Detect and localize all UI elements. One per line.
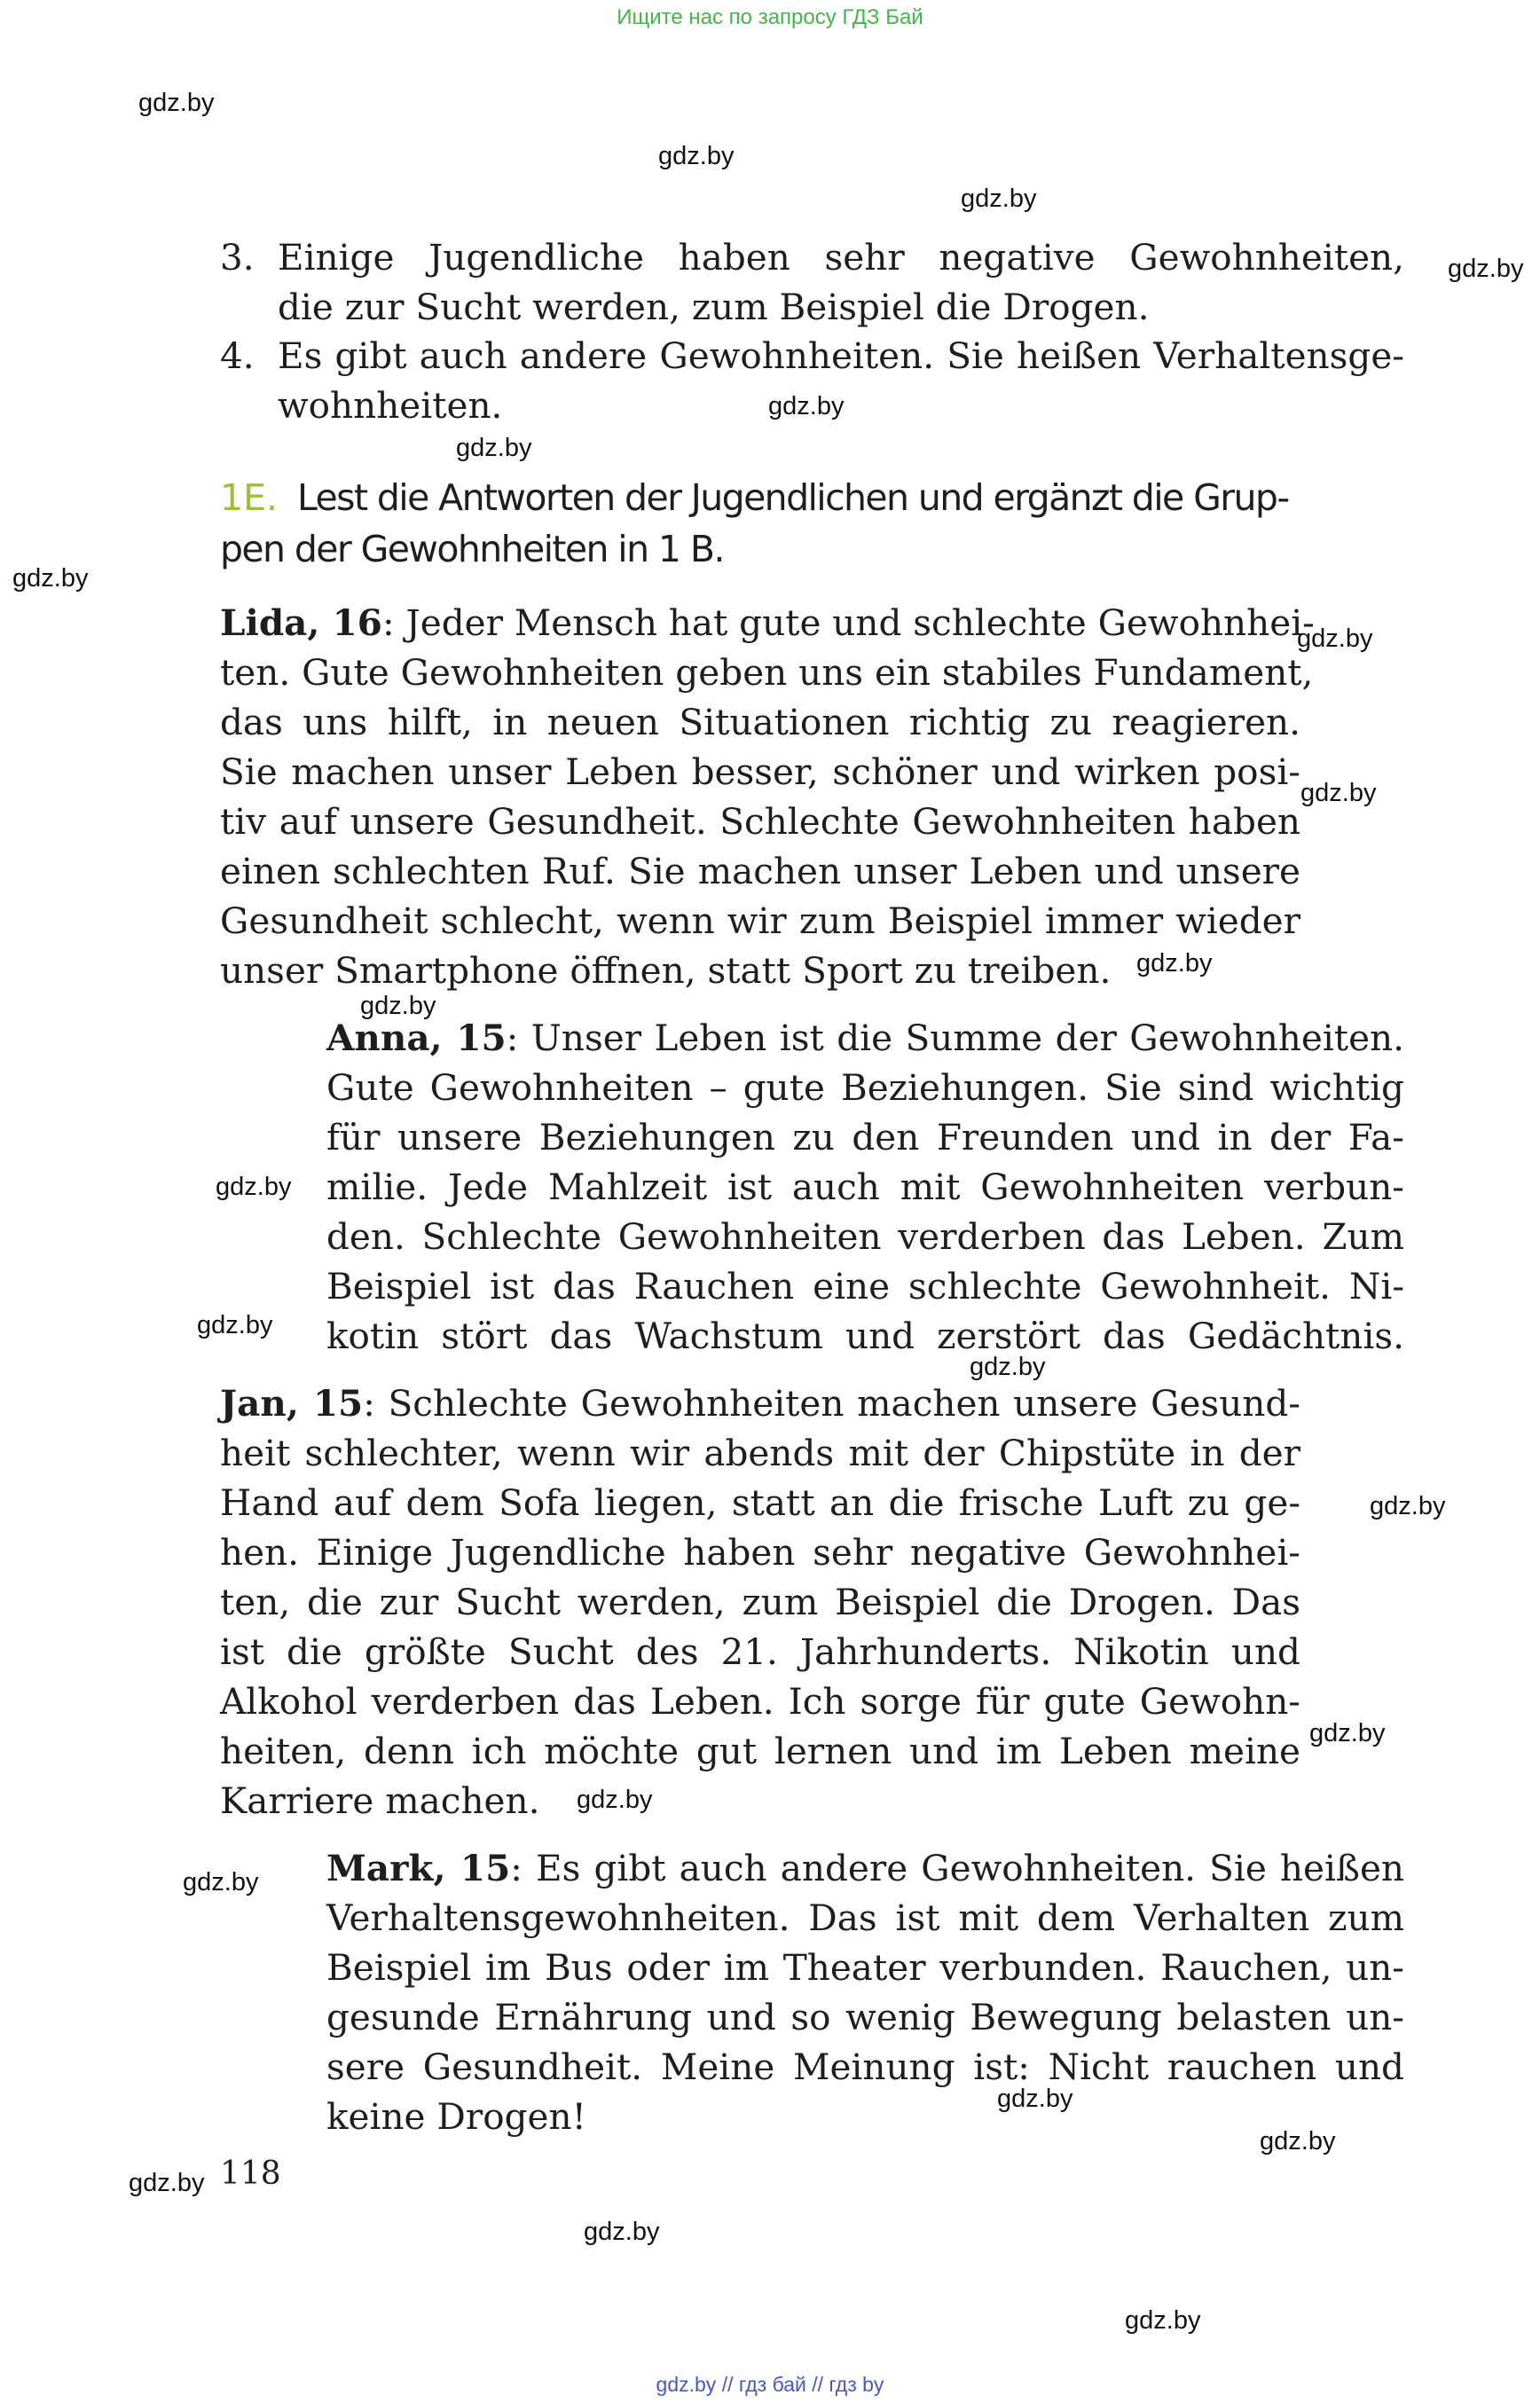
watermark: gdz.by: [197, 1311, 273, 1339]
text-line: ist die größte Sucht des 21. Jahrhunderts. Nikotin und: [220, 1630, 1300, 1673]
text-line: Karriere machen.: [220, 1779, 540, 1822]
watermark: gdz.by: [1136, 949, 1213, 978]
text-line: Jan, 15: Schlechte Gewohnheiten machen unsere Gesund-: [220, 1382, 1300, 1425]
text-line: Anna, 15: Unser Leben ist die Summe der Gewohnheiten.: [326, 1017, 1404, 1059]
watermark: gdz.by: [584, 2218, 660, 2246]
list-line: Es gibt auch andere Gewohnheiten. Sie heißen Verhaltensge-: [278, 334, 1404, 377]
task-heading-line: pen der Gewohnheiten in 1 B.: [220, 528, 724, 570]
text-line: tiv auf unsere Gesundheit. Schlechte Gewohnheiten haben: [220, 800, 1300, 843]
watermark: gdz.by: [1297, 624, 1373, 653]
watermark: gdz.by: [997, 2085, 1073, 2113]
text-line: Beispiel ist das Rauchen eine schlechte Gewohnheit. Ni-: [326, 1265, 1404, 1308]
watermark: gdz.by: [456, 434, 532, 462]
watermark: gdz.by: [1260, 2127, 1336, 2156]
watermark: gdz.by: [1370, 1492, 1446, 1520]
text-line: für unsere Beziehungen zu den Freunden und in der Fa-: [326, 1116, 1404, 1158]
list-number: 3.: [220, 236, 255, 279]
watermark: gdz.by: [12, 564, 89, 593]
bottom-banner[interactable]: gdz.by // гдз бай // гдз by: [656, 2373, 884, 2396]
list-line: die zur Sucht werden, zum Beispiel die Drogen.: [278, 286, 1150, 328]
text-line: Beispiel im Bus oder im Theater verbunden. Rauchen, un-: [326, 1946, 1404, 1989]
task-text: Lest die Antworten der Jugendlichen und ergänzt die Grup-: [297, 476, 1289, 519]
watermark: gdz.by: [1309, 1719, 1386, 1747]
speaker-name: Mark, 15: [326, 1847, 511, 1889]
watermark: gdz.by: [360, 992, 436, 1020]
task-number: 1E.: [220, 476, 279, 519]
watermark: gdz.by: [216, 1173, 292, 1201]
watermark: gdz.by: [1125, 2306, 1201, 2335]
text-line: ten. Gute Gewohnheiten geben uns ein stabiles Fundament,: [220, 651, 1314, 694]
text-line: Lida, 16: Jeder Mensch hat gute und schlechte Gewohnhei-: [220, 601, 1315, 644]
text-line: den. Schlechte Gewohnheiten verderben das Leben. Zum: [326, 1215, 1404, 1258]
text-line: Sie machen unser Leben besser, schöner und wirken posi-: [220, 750, 1300, 793]
watermark: gdz.by: [1448, 255, 1524, 283]
text-line: heit schlechter, wenn wir abends mit der Chipstüte in der: [220, 1432, 1300, 1474]
watermark: gdz.by: [138, 89, 215, 117]
list-number: 4.: [220, 334, 255, 377]
watermark: gdz.by: [768, 392, 845, 420]
text-line: sere Gesundheit. Meine Meinung ist: Nicht rauchen und: [326, 2046, 1404, 2088]
top-banner[interactable]: Ищите нас по запросу ГДЗ Бай: [617, 5, 923, 29]
text-line: hen. Einige Jugendliche haben sehr negative Gewohnhei-: [220, 1531, 1300, 1574]
text-line: ten, die zur Sucht werden, zum Beispiel die Drogen. Das: [220, 1581, 1300, 1623]
text-line: Gute Gewohnheiten – gute Beziehungen. Sie sind wichtig: [326, 1066, 1404, 1109]
watermark: gdz.by: [577, 1786, 653, 1814]
watermark: gdz.by: [129, 2169, 205, 2197]
text-line: gesunde Ernährung und so wenig Bewegung belasten un-: [326, 1996, 1404, 2038]
list-line: Einige Jugendliche haben sehr negative Gewohnheiten,: [278, 236, 1404, 279]
page-number: 118: [220, 2156, 281, 2192]
task-heading-line: [220, 472, 1289, 523]
text-line: Verhaltensgewohnheiten. Das ist mit dem Verhalten zum: [326, 1896, 1404, 1939]
text-line: Hand auf dem Sofa liegen, statt an die frische Luft zu ge-: [220, 1481, 1300, 1524]
text-line: Gesundheit schlecht, wenn wir zum Beispiel immer wieder: [220, 899, 1300, 942]
speaker-name: Anna, 15: [326, 1017, 507, 1059]
text-line: Alkohol verderben das Leben. Ich sorge für gute Gewohn-: [220, 1680, 1300, 1723]
speaker-name: Lida, 16: [220, 601, 382, 644]
text-line: unser Smartphone öffnen, statt Sport zu treiben.: [220, 949, 1112, 992]
text-line: keine Drogen!: [326, 2095, 586, 2138]
text-line: kotin stört das Wachstum und zerstört das Gedächtnis.: [326, 1315, 1404, 1357]
watermark: gdz.by: [183, 1868, 259, 1896]
text-line: heiten, denn ich möchte gut lernen und im Leben meine: [220, 1730, 1300, 1772]
watermark: gdz.by: [970, 1353, 1046, 1381]
text-line: Mark, 15: Es gibt auch andere Gewohnheiten. Sie heißen: [326, 1847, 1405, 1889]
watermark: gdz.by: [658, 142, 735, 170]
watermark: gdz.by: [961, 185, 1037, 213]
text-line: milie. Jede Mahlzeit ist auch mit Gewohnheiten verbun-: [326, 1166, 1404, 1208]
text-line: einen schlechten Ruf. Sie machen unser Leben und unsere: [220, 850, 1300, 892]
watermark: gdz.by: [1300, 779, 1377, 807]
list-line: wohnheiten.: [278, 384, 503, 427]
speaker-name: Jan, 15: [220, 1382, 364, 1425]
text-line: das uns hilft, in neuen Situationen richtig zu reagieren.: [220, 701, 1300, 743]
